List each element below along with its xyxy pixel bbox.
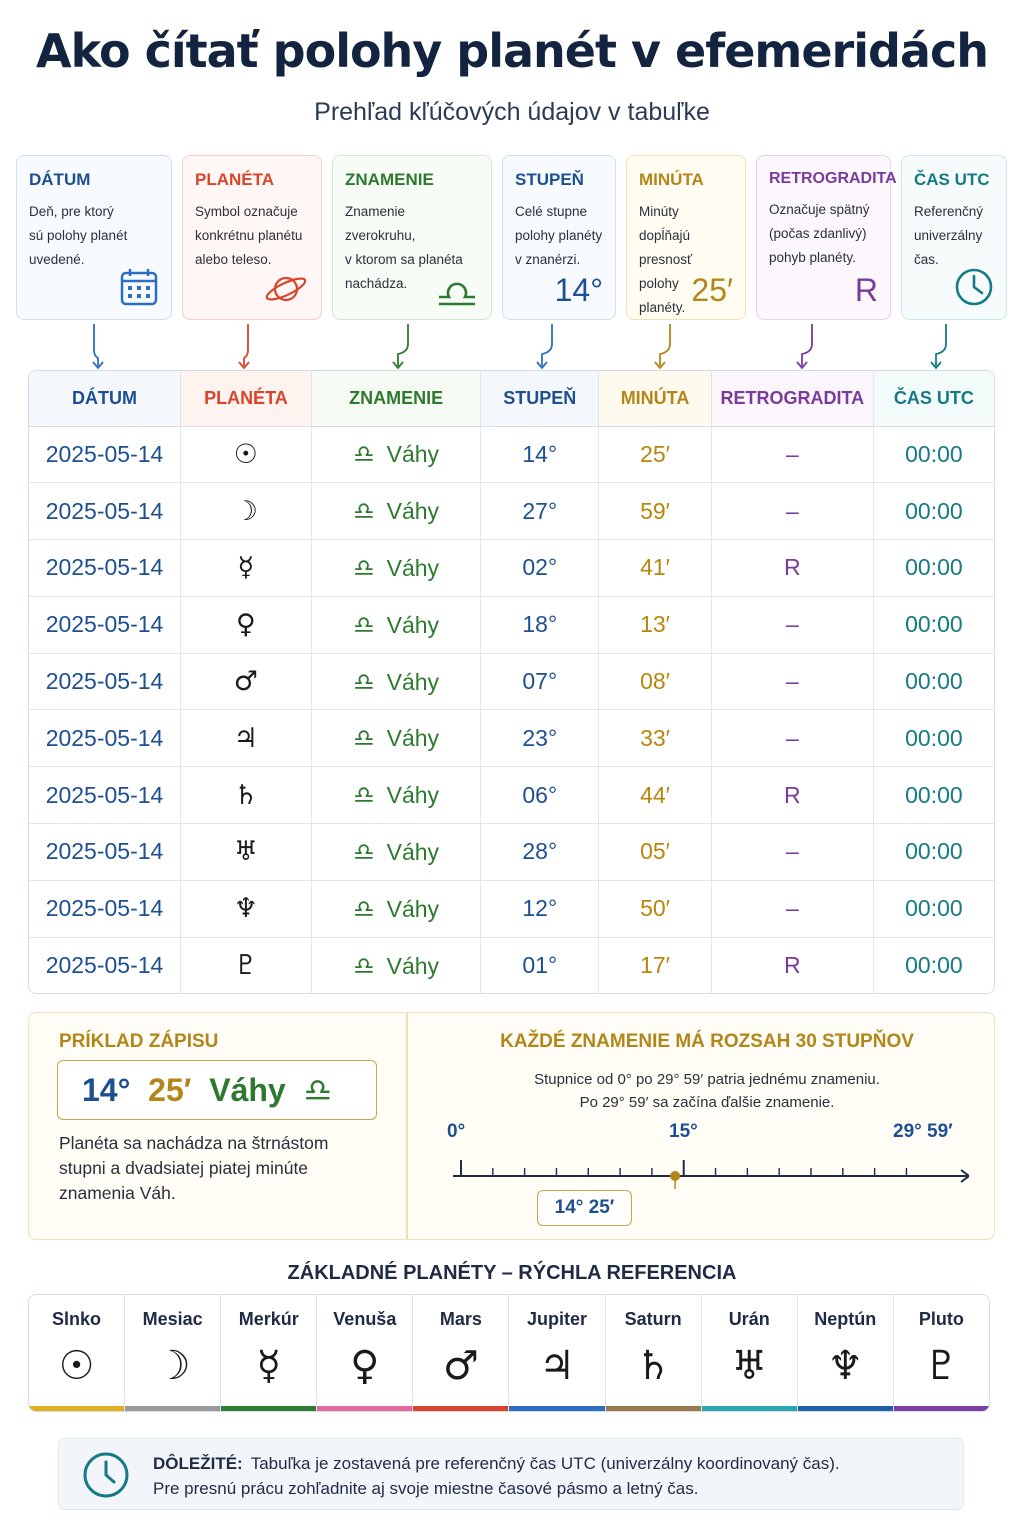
- card-date-line3: uvedené.: [29, 252, 85, 267]
- cell-degree: 07°: [481, 653, 599, 710]
- reference-cell: [221, 1295, 317, 1411]
- reference-cell: [606, 1295, 702, 1411]
- cell-degree: 27°: [481, 483, 599, 540]
- planet-name: Jupiter: [527, 1309, 588, 1329]
- cell-planet-symbol: ♇: [181, 937, 312, 994]
- cell-retro: –: [711, 653, 873, 710]
- cell-date: 2025-05-14: [29, 426, 181, 483]
- cell-date: 2025-05-14: [29, 937, 181, 994]
- example-notation: [57, 1060, 377, 1120]
- libra-icon: ♎: [353, 837, 375, 866]
- arrow-down-icon: [534, 322, 558, 370]
- arrow-down-icon: [652, 322, 676, 370]
- planet-color-bar: [29, 1406, 124, 1411]
- cell-time: 00:00: [873, 767, 994, 824]
- example-sign: Váhy: [209, 1072, 286, 1108]
- cell-time: 00:00: [873, 540, 994, 597]
- cell-degree: 28°: [481, 824, 599, 881]
- planet-symbol-icon: ♆: [827, 1343, 864, 1389]
- card-sign-title: ZNAMENIE: [345, 170, 434, 189]
- reference-cell: [317, 1295, 413, 1411]
- table-row: [29, 710, 994, 767]
- example-title: PRÍKLAD ZÁPISU: [59, 1031, 219, 1052]
- clock-icon: [81, 1450, 131, 1500]
- arrow-down-icon: [928, 322, 952, 370]
- cell-retro: –: [711, 824, 873, 881]
- cell-minute: 08′: [599, 653, 712, 710]
- cell-retro: R: [711, 540, 873, 597]
- page-title: Ako čítať polohy planét v efemeridách: [36, 24, 988, 78]
- cell-planet-symbol: ♄: [181, 767, 312, 824]
- arrow-down-icon: [794, 322, 818, 370]
- sign-name: Váhy: [386, 498, 440, 525]
- card-retro-title: RETROGRADITA: [769, 170, 897, 187]
- reference-cell: [125, 1295, 221, 1411]
- ephemeris-table: [28, 370, 995, 994]
- planet-color-bar: [894, 1406, 989, 1411]
- libra-icon: ♎: [353, 894, 375, 923]
- card-planet-line2: konkrétnu planétu: [195, 228, 303, 243]
- libra-icon: ♎: [353, 610, 375, 639]
- divider: [406, 1013, 408, 1239]
- table-row: [29, 596, 994, 653]
- scale-middle-label: 15°: [669, 1121, 698, 1142]
- table-row: [29, 767, 994, 824]
- sign-name: Váhy: [386, 725, 440, 752]
- planet-name: Venuša: [333, 1309, 397, 1329]
- card-sign-line1: Znamenie zverokruhu,: [345, 204, 416, 243]
- cell-sign: [311, 596, 481, 653]
- cell-degree: 18°: [481, 596, 599, 653]
- example-panel: [28, 1012, 995, 1240]
- libra-icon: ♎: [303, 1071, 333, 1109]
- planet-name: Mars: [439, 1309, 482, 1329]
- cell-sign: [311, 767, 481, 824]
- cell-retro: R: [711, 937, 873, 994]
- planet-name: Urán: [728, 1309, 770, 1329]
- planet-symbol-icon: ☽: [154, 1343, 191, 1389]
- table-row: [29, 426, 994, 483]
- cell-date: 2025-05-14: [29, 880, 181, 937]
- cell-planet-symbol: ♅: [181, 824, 312, 881]
- planet-color-bar: [606, 1406, 701, 1411]
- card-utc-title: ČAS UTC: [914, 170, 990, 189]
- cell-retro: –: [711, 880, 873, 937]
- cell-time: 00:00: [873, 710, 994, 767]
- cell-degree: 02°: [481, 540, 599, 597]
- header-sign: ZNAMENIE: [311, 371, 481, 426]
- card-minute-line1: Minúty dopĺňajú: [639, 204, 691, 243]
- card-planet-title: PLANÉTA: [195, 170, 275, 189]
- cell-degree: 01°: [481, 937, 599, 994]
- note-text: [153, 1451, 840, 1501]
- card-utc-line1: Referenčný: [914, 204, 984, 219]
- cell-planet-symbol: ☿: [181, 540, 312, 597]
- table-row: [29, 937, 994, 994]
- cell-retro: R: [711, 767, 873, 824]
- planet-reference: [28, 1294, 990, 1412]
- planet-name: Merkúr: [238, 1309, 299, 1329]
- cell-sign: [311, 426, 481, 483]
- table-row: [29, 880, 994, 937]
- header-minute: MINÚTA: [599, 371, 712, 426]
- planet-name: Slnko: [52, 1309, 102, 1329]
- cell-sign: [311, 937, 481, 994]
- card-date-line1: Deň, pre ktorý: [29, 204, 114, 219]
- reference-cell: [894, 1295, 989, 1411]
- planet-symbol-icon: ☿: [256, 1343, 282, 1389]
- scale-marker-label: 14° 25′: [537, 1190, 632, 1226]
- card-minute-example: 25′: [691, 272, 733, 308]
- cell-time: 00:00: [873, 426, 994, 483]
- card-planet: [182, 155, 322, 320]
- card-degree: [502, 155, 616, 320]
- cell-planet-symbol: ♀: [181, 596, 312, 653]
- card-degree-line1: Celé stupne: [515, 204, 588, 219]
- card-retro-line2: (počas zdanlivý): [769, 226, 867, 241]
- libra-icon: ♎: [353, 497, 375, 526]
- cell-date: 2025-05-14: [29, 767, 181, 824]
- note-line2: Pre presnú prácu zohľadnite aj svoje miestne časové pásmo a letný čas.: [153, 1479, 699, 1498]
- page-subtitle: Prehľad kľúčových údajov v tabuľke: [314, 98, 710, 126]
- cell-degree: 14°: [481, 426, 599, 483]
- cell-minute: 50′: [599, 880, 712, 937]
- card-minute: [626, 155, 746, 320]
- cell-date: 2025-05-14: [29, 653, 181, 710]
- table-row: [29, 824, 994, 881]
- sign-name: Váhy: [386, 554, 440, 581]
- cell-sign: [311, 710, 481, 767]
- cell-time: 00:00: [873, 653, 994, 710]
- cell-time: 00:00: [873, 596, 994, 653]
- card-planet-line1: Symbol označuje: [195, 204, 298, 219]
- cell-time: 00:00: [873, 824, 994, 881]
- card-minute-line3: planéty.: [639, 300, 686, 315]
- arrow-down-icon: [234, 322, 258, 370]
- card-sign: [332, 155, 492, 320]
- libra-icon: ♎: [353, 781, 375, 810]
- card-date: [16, 155, 172, 320]
- planet-color-bar: [413, 1406, 508, 1411]
- cell-sign: [311, 824, 481, 881]
- cell-time: 00:00: [873, 880, 994, 937]
- range-line2: Po 29° 59′ sa začína ďalšie znamenie.: [579, 1094, 835, 1111]
- libra-icon: ♎: [353, 951, 375, 980]
- card-degree-example: 14°: [554, 272, 603, 308]
- libra-icon: [435, 277, 479, 307]
- note-label: DÔLEŽITÉ:: [153, 1454, 243, 1473]
- planet-symbol-icon: ♄: [635, 1343, 672, 1389]
- cell-date: 2025-05-14: [29, 483, 181, 540]
- card-date-line2: sú polohy planét: [29, 228, 128, 243]
- cell-minute: 17′: [599, 937, 712, 994]
- range-title: KAŽDÉ ZNAMENIE MÁ ROZSAH 30 STUPŇOV: [500, 1031, 914, 1052]
- cell-sign: [311, 880, 481, 937]
- planet-symbol-icon: ♀: [350, 1343, 380, 1389]
- sign-name: Váhy: [386, 952, 440, 979]
- card-degree-title: STUPEŇ: [515, 170, 584, 189]
- planet-symbol-icon: ♅: [731, 1343, 768, 1389]
- card-date-title: DÁTUM: [29, 170, 91, 189]
- range-line1: Stupnice od 0° po 29° 59′ patria jednému znameniu.: [534, 1071, 880, 1088]
- important-note: [58, 1438, 964, 1510]
- header-utc: ČAS UTC: [873, 371, 994, 426]
- reference-cell: [413, 1295, 509, 1411]
- cell-sign: [311, 653, 481, 710]
- planet-color-bar: [125, 1406, 220, 1411]
- cell-planet-symbol: ☉: [181, 426, 312, 483]
- libra-icon: ♎: [353, 724, 375, 753]
- libra-icon: ♎: [353, 440, 375, 469]
- planet-name: Pluto: [918, 1309, 964, 1329]
- cell-planet-symbol: ♃: [181, 710, 312, 767]
- planet-symbol-icon: ☉: [58, 1343, 95, 1389]
- card-retro-line3: pohyb planéty.: [769, 250, 856, 265]
- sign-name: Váhy: [386, 895, 440, 922]
- planet-icon: [263, 271, 309, 307]
- planet-symbol-icon: ♇: [923, 1343, 960, 1389]
- cell-minute: 59′: [599, 483, 712, 540]
- table-row: [29, 653, 994, 710]
- degree-scale: [449, 1145, 969, 1189]
- header-planet: PLANÉTA: [181, 371, 312, 426]
- card-utc: [901, 155, 1007, 320]
- header-date: DÁTUM: [29, 371, 181, 426]
- sign-name: Váhy: [386, 668, 440, 695]
- reference-cell: [798, 1295, 894, 1411]
- cell-time: 00:00: [905, 952, 963, 979]
- card-utc-line3: čas.: [914, 252, 939, 267]
- arrow-down-icon: [86, 322, 110, 370]
- cell-sign: [311, 483, 481, 540]
- card-minute-line2: presnosť polohy: [639, 252, 693, 291]
- planet-color-bar: [317, 1406, 412, 1411]
- card-sign-line2: v ktorom sa planéta: [345, 252, 463, 267]
- planet-color-bar: [798, 1406, 893, 1411]
- cell-minute: 41′: [599, 540, 712, 597]
- card-degree-line2: polohy planéty: [515, 228, 603, 243]
- cell-retro: –: [711, 426, 873, 483]
- planet-symbol-icon: ♂: [442, 1343, 479, 1389]
- cell-date: 2025-05-14: [29, 710, 181, 767]
- table-row: [29, 483, 994, 540]
- card-minute-title: MINÚTA: [639, 170, 704, 189]
- libra-icon: ♎: [353, 667, 375, 696]
- planet-color-bar: [221, 1406, 316, 1411]
- sign-name: Váhy: [386, 611, 440, 638]
- cell-time: 00:00: [873, 483, 994, 540]
- cell-degree: 12°: [481, 880, 599, 937]
- card-planet-line3: alebo teleso.: [195, 252, 272, 267]
- reference-title: ZÁKLADNÉ PLANÉTY – RÝCHLA REFERENCIA: [287, 1262, 737, 1284]
- cell-degree: 23°: [481, 710, 599, 767]
- card-utc-line2: univerzálny: [914, 228, 983, 243]
- card-sign-line3: nachádza.: [345, 276, 408, 291]
- cell-degree: 06°: [481, 767, 599, 824]
- cell-retro: –: [711, 483, 873, 540]
- cell-minute: 25′: [599, 426, 712, 483]
- cell-planet-symbol: ♂: [181, 653, 312, 710]
- clock-icon: [954, 267, 994, 307]
- arrow-down-icon: [390, 322, 414, 370]
- cell-minute: 05′: [599, 824, 712, 881]
- table-row: [29, 540, 994, 597]
- cell-planet-symbol: ☽: [181, 483, 312, 540]
- reference-cell: [509, 1295, 605, 1411]
- cell-retro: –: [711, 596, 873, 653]
- example-description: Planéta sa nachádza na štrnástom stupni a dvadsiatej piatej minúte znamenia Váh.: [59, 1133, 329, 1203]
- planet-color-bar: [702, 1406, 797, 1411]
- note-line1: Tabuľka je zostavená pre referenčný čas UTC (univerzálny koordinovaný čas).: [250, 1454, 840, 1473]
- scale-start-label: 0°: [447, 1121, 466, 1142]
- planet-color-bar: [509, 1406, 604, 1411]
- scale-end-label: 29° 59′: [893, 1121, 953, 1142]
- range-description: [437, 1068, 977, 1114]
- cell-retro: –: [711, 710, 873, 767]
- reference-cell: [29, 1295, 125, 1411]
- planet-name: Neptún: [814, 1309, 877, 1329]
- card-retro-line1: Označuje spätný: [769, 202, 870, 217]
- table-header-row: [29, 371, 994, 426]
- reference-cell: [702, 1295, 798, 1411]
- header-retro: RETROGRADITA: [711, 371, 873, 426]
- card-retro-example: R: [854, 272, 878, 308]
- cell-sign: [311, 540, 481, 597]
- cell-date: 2025-05-14: [29, 596, 181, 653]
- cell-minute: 33′: [599, 710, 712, 767]
- planet-symbol-icon: ♃: [539, 1343, 575, 1389]
- planet-name: Saturn: [624, 1309, 682, 1329]
- sign-name: Váhy: [386, 782, 440, 809]
- header-degree: STUPEŇ: [481, 371, 599, 426]
- card-retro: [756, 155, 897, 320]
- example-degree: 14°: [82, 1072, 131, 1108]
- libra-icon: ♎: [353, 553, 375, 582]
- cell-date: 2025-05-14: [29, 540, 181, 597]
- cell-planet-symbol: ♆: [181, 880, 312, 937]
- card-degree-line3: v znanérzi.: [515, 252, 581, 267]
- example-minute: 25′: [148, 1072, 192, 1108]
- sign-name: Váhy: [386, 441, 440, 468]
- cell-minute: 13′: [599, 596, 712, 653]
- cell-date: 2025-05-14: [29, 824, 181, 881]
- planet-name: Mesiac: [142, 1309, 203, 1329]
- sign-name: Váhy: [386, 838, 440, 865]
- cell-minute: 44′: [599, 767, 712, 824]
- calendar-icon: [119, 267, 159, 307]
